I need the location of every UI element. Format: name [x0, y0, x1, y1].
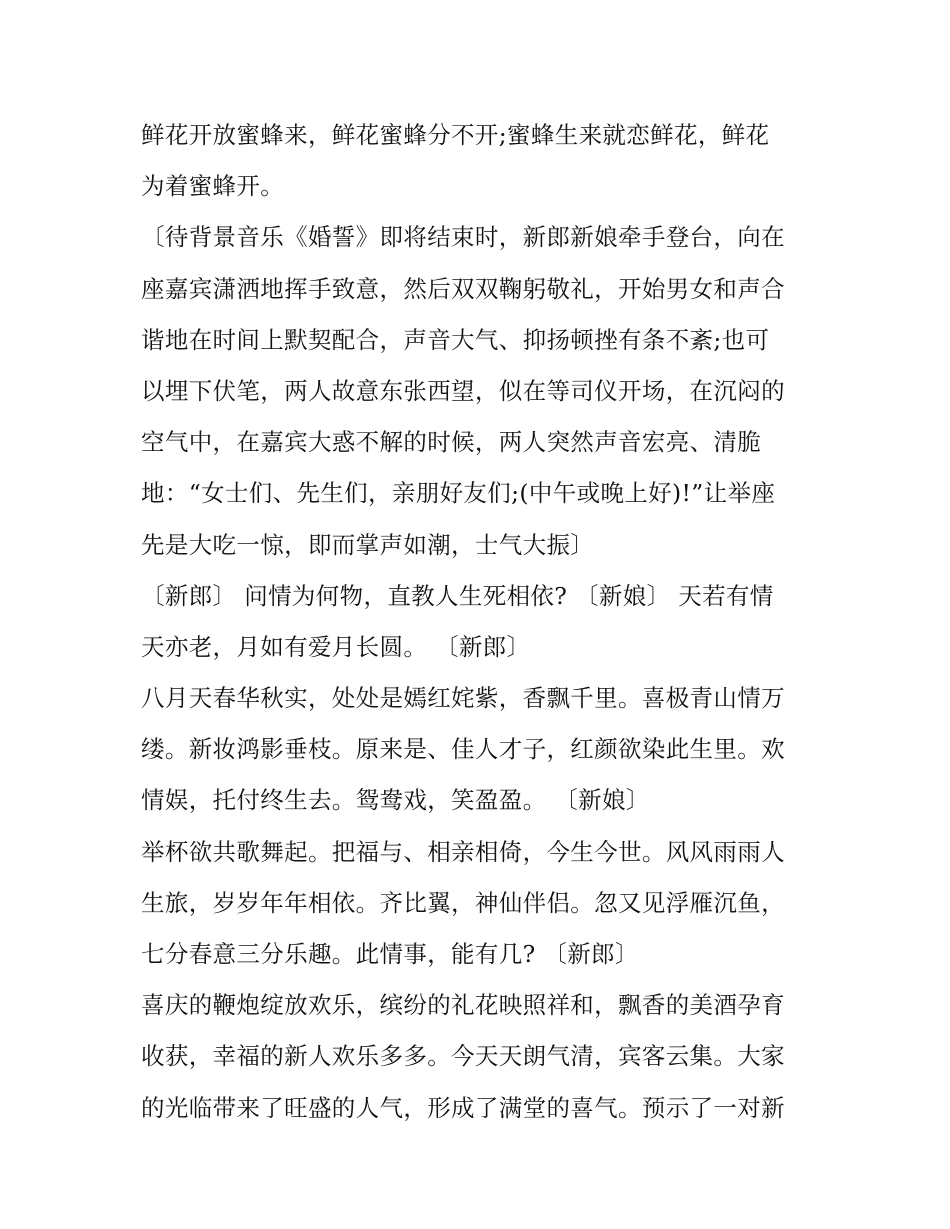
text-line: 先是大吃一惊，即而掌声如潮，士气大振〕 — [141, 530, 595, 559]
text-line: 的光临带来了旺盛的人气，形成了满堂的喜气。预示了一对新 — [141, 1093, 785, 1122]
text-line: 〔新郎〕 问情为何物，直教人生死相依? 〔新娘〕 天若有情 — [141, 581, 774, 610]
text-line: 空气中，在嘉宾大惑不解的时候，两人突然声音宏亮、清脆 — [141, 428, 762, 457]
text-line: 〔待背景音乐《婚誓》即将结束时，新郎新娘牵手登台，向在 — [141, 223, 785, 252]
body-text — [141, 110, 821, 1134]
text-line: 情娱，托付终生去。鸳鸯戏，笑盈盈。 〔新娘〕 — [141, 786, 650, 815]
text-line: 谐地在时间上默契配合，声音大气、抑扬顿挫有条不紊;也可 — [141, 325, 770, 354]
text-line: 八月天春华秋实，处处是嫣红姹紫，香飘千里。喜极青山情万 — [141, 684, 785, 713]
text-line: 座嘉宾潇洒地挥手致意，然后双双鞠躬敬礼，开始男女和声合 — [141, 274, 785, 303]
text-line: 鲜花开放蜜蜂来，鲜花蜜蜂分不开;蜜蜂生来就恋鲜花，鲜花 — [141, 121, 770, 149]
text-line: 举杯欲共歌舞起。把福与、相亲相倚，今生今世。风风雨雨人 — [141, 837, 785, 866]
text-line: 收获，幸福的新人欢乐多多。今天天朗气清，宾客云集。大家 — [141, 1042, 785, 1071]
text-line: 地：“女士们、先生们，亲朋好友们;(中午或晚上好)!”让举座 — [141, 479, 776, 508]
text-line: 七分春意三分乐趣。此情事，能有几? 〔新郎〕 — [141, 940, 639, 968]
text-line: 缕。新妆鸿影垂枝。原来是、佳人才子，红颜欲染此生里。欢 — [141, 735, 785, 764]
text-line: 喜庆的鞭炮绽放欢乐，缤纷的礼花映照祥和，飘香的美酒孕育 — [141, 991, 785, 1020]
text-line: 天亦老，月如有爱月长圆。 〔新郎〕 — [141, 632, 531, 661]
text-line: 以埋下伏笔，两人故意东张西望，似在等司仪开场，在沉闷的 — [141, 376, 785, 405]
text-line: 为着蜜蜂开。 — [141, 172, 285, 201]
text-line: 生旅，岁岁年年相依。齐比翼，神仙伴侣。忽又见浮雁沉鱼， — [141, 888, 785, 917]
